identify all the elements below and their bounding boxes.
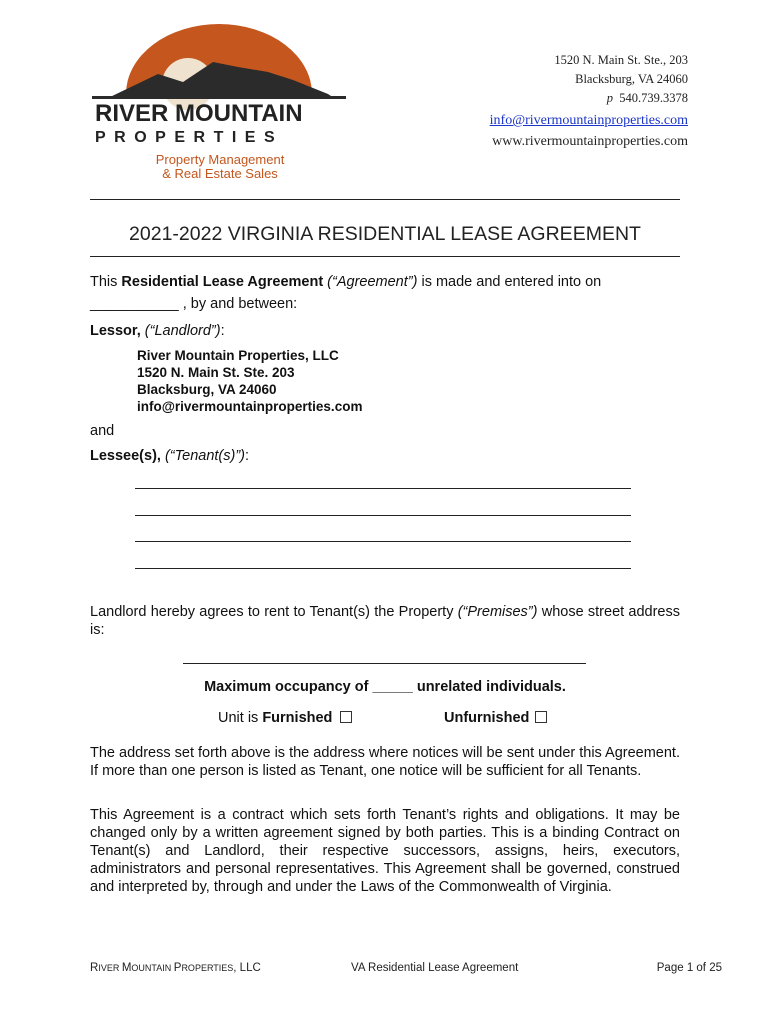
- header-divider: [90, 199, 680, 200]
- lessor-heading: [90, 322, 680, 340]
- tenant-name-line-1[interactable]: [135, 488, 631, 489]
- document-title: 2021-2022 VIRGINIA RESIDENTIAL LEASE AGREEMENT: [129, 223, 641, 245]
- intro-post: is made and entered into on: [417, 274, 602, 290]
- contact-city: Blacksburg, VA 24060: [575, 72, 688, 86]
- footer-doc-title: VA Residential Lease Agreement: [351, 962, 519, 974]
- lessor-address-4: info@rivermountainproperties.com: [137, 399, 363, 414]
- premises-pre: Landlord hereby agrees to rent to Tenant(s) the Property: [90, 604, 458, 620]
- logo-tagline-1: Property Management: [155, 152, 285, 167]
- contact-phone-row: [607, 91, 688, 106]
- premises-address-line[interactable]: [183, 663, 586, 664]
- footer-page-number: Page 1 of 25: [656, 962, 722, 974]
- premises-paragraph: [90, 603, 680, 639]
- intro-line1: [90, 273, 680, 291]
- lessor-label: Lessor,: [90, 323, 141, 339]
- furnished-option: [218, 709, 418, 727]
- logo-name-line2: PROPERTIES: [95, 129, 284, 146]
- contract-paragraph: This Agreement is a contract which sets forth Tenant’s rights and obligations. It may be changed only by a written agreement signed by both parties. This is a binding Contract on Tenant(s) and Landlord, their respective successors, assigns, heirs, executors, administrators and personal representatives. This Agreement shall be governed, construed and interpreted by, through and under the Laws of the Commonwealth of Virginia.: [90, 807, 680, 895]
- intro-date-line: ___________ , by and between:: [90, 296, 298, 312]
- lessor-colon: :: [220, 323, 225, 339]
- unit-is-label: Unit is: [218, 710, 263, 726]
- unfurnished-label: Unfurnished: [444, 710, 530, 726]
- lessee-italic: (“Tenant(s)”): [160, 448, 245, 464]
- lessor-address-3: Blacksburg, VA 24060: [137, 382, 277, 397]
- unfurnished-option: [444, 709, 644, 727]
- intro-italic: (“Agreement”): [323, 274, 418, 290]
- lessor-address-1: River Mountain Properties, LLC: [137, 348, 339, 363]
- furnished-label: Furnished: [262, 710, 333, 726]
- tenant-name-line-3[interactable]: [135, 541, 631, 542]
- footer-company-ountain: OUNTAIN: [131, 963, 174, 973]
- notice-paragraph: The address set forth above is the address where notices will be sent under this Agreement. If more than one person is listed as Tenant, one notice will be sufficient for all Tenants.: [90, 745, 680, 779]
- logo-tagline-2: & Real Estate Sales: [162, 166, 278, 181]
- occupancy-text: Maximum occupancy of _____ unrelated individuals.: [204, 679, 566, 695]
- lessee-heading: [90, 447, 680, 465]
- phone-prefix: p: [606, 91, 613, 105]
- lessor-italic: (“Landlord”): [140, 323, 221, 339]
- lessee-label: Lessee(s),: [90, 448, 161, 464]
- contact-email-link[interactable]: info@rivermountainproperties.com: [489, 113, 688, 128]
- footer-company-roperties: ROPERTIES: [181, 963, 234, 973]
- contact-street: 1520 N. Main St. Ste., 203: [554, 53, 688, 67]
- footer-company: [90, 962, 261, 974]
- contact-website: www.rivermountainproperties.com: [492, 134, 688, 149]
- title-divider: [90, 256, 680, 257]
- tenant-name-line-4[interactable]: [135, 568, 631, 569]
- lessor-address-2: 1520 N. Main St. Ste. 203: [137, 365, 295, 380]
- furnished-checkbox[interactable]: [340, 711, 352, 723]
- and-text: and: [90, 423, 115, 439]
- intro-pre: This: [90, 274, 122, 290]
- contact-phone: 540.739.3378: [619, 91, 688, 105]
- footer-company-iver: IVER: [98, 963, 122, 973]
- premises-italic: (“Premises”): [457, 604, 538, 620]
- lessee-colon: :: [245, 448, 250, 464]
- footer-company-m: M: [121, 962, 132, 974]
- premises-post: whose street address is:: [90, 604, 680, 638]
- footer-company-r: R: [90, 962, 99, 974]
- logo-name-line1: RIVER MOUNTAIN: [95, 100, 303, 127]
- intro-bold: Residential Lease Agreement: [121, 274, 324, 290]
- tenant-name-line-2[interactable]: [135, 515, 631, 516]
- footer-company-p: P: [173, 962, 182, 974]
- footer-company-llc: , LLC: [233, 962, 261, 974]
- unfurnished-checkbox[interactable]: [535, 711, 547, 723]
